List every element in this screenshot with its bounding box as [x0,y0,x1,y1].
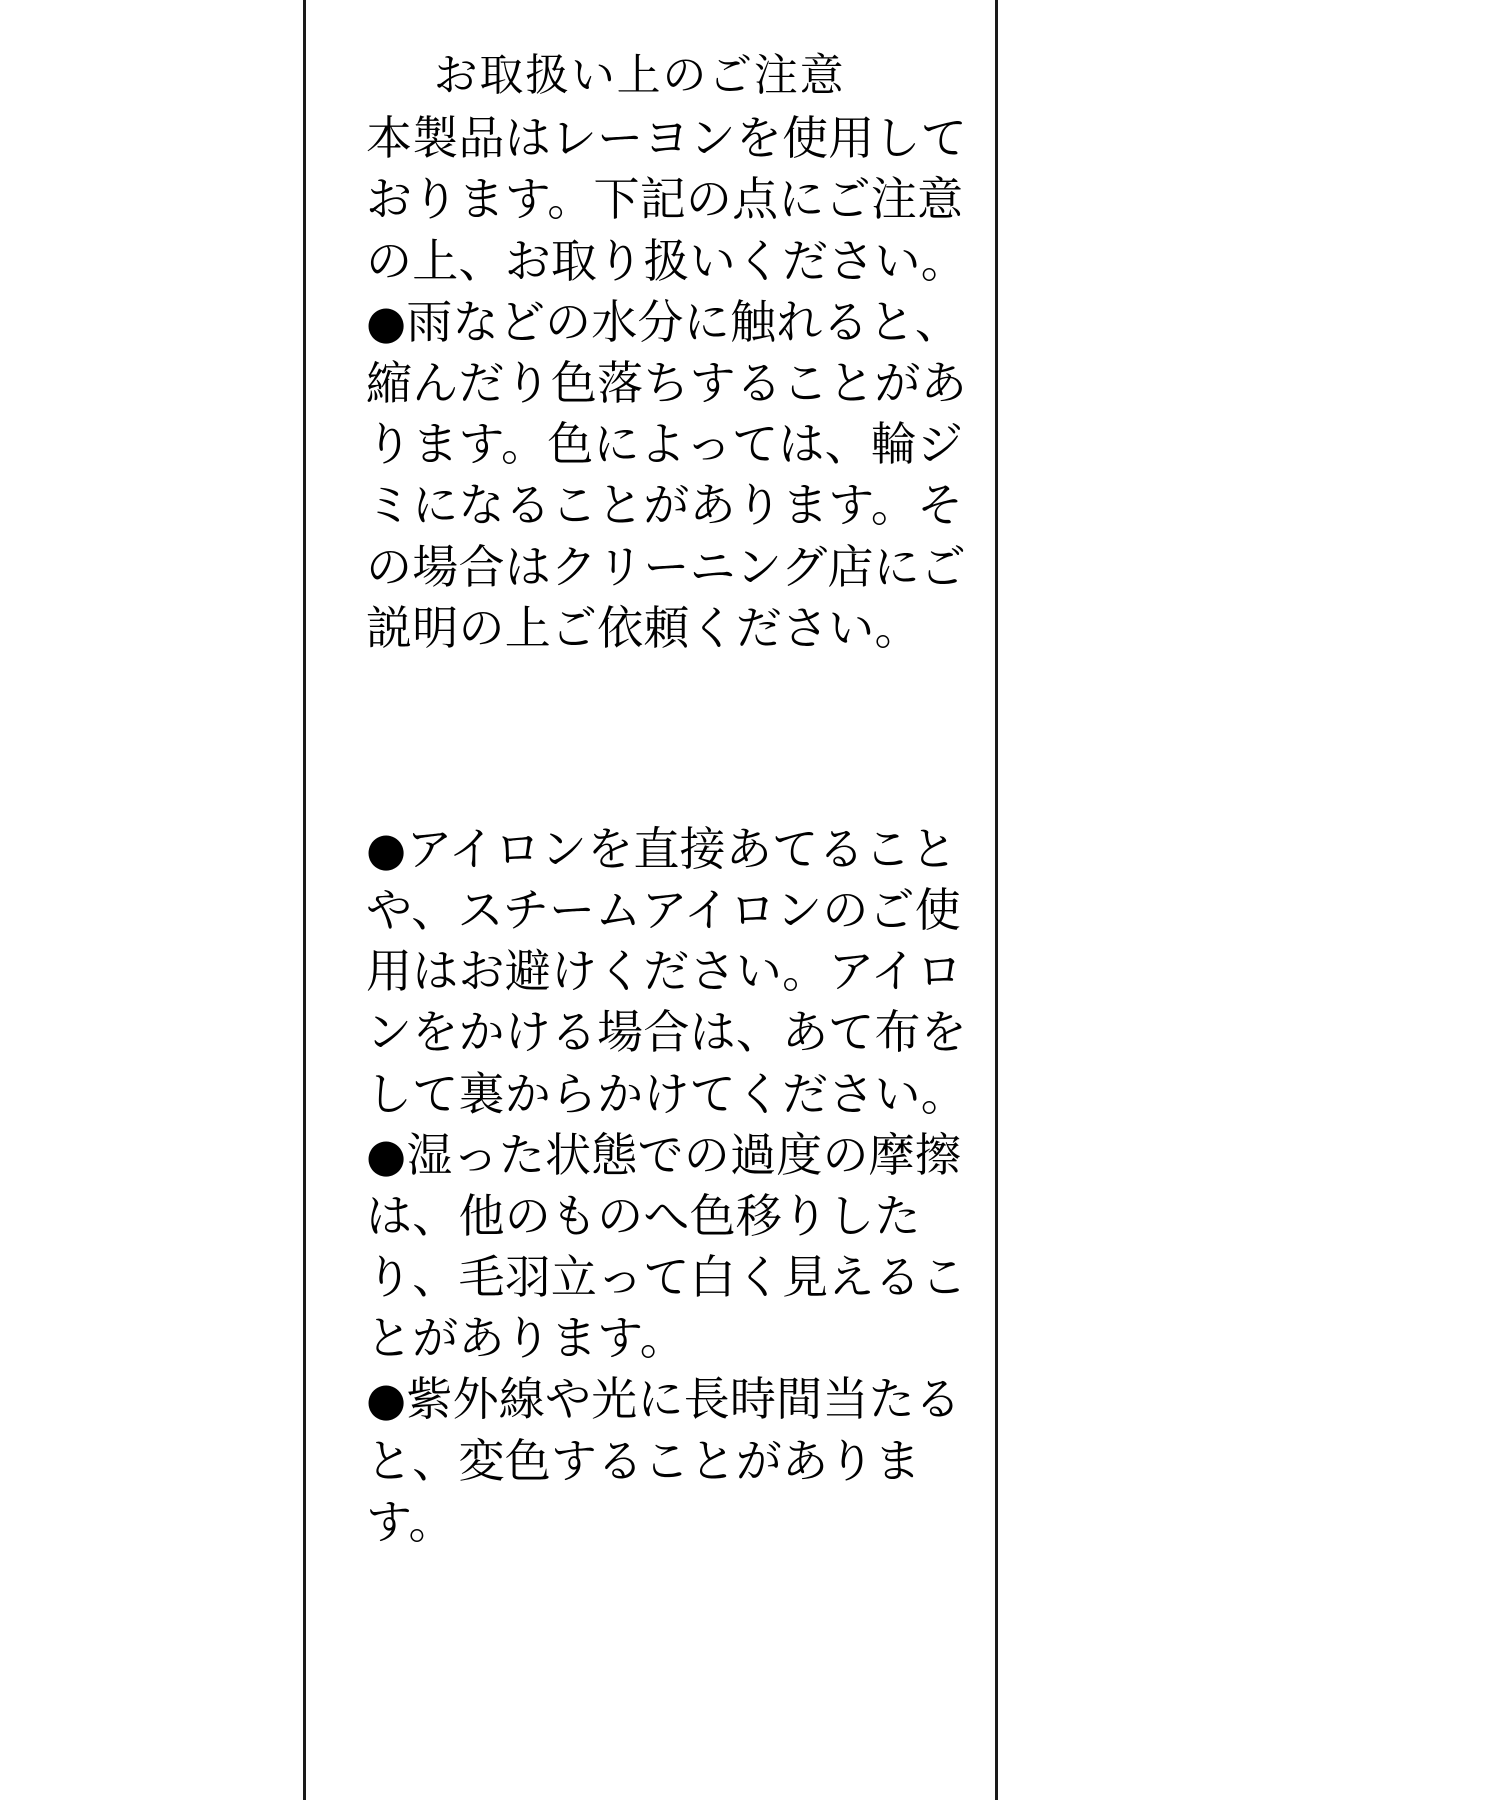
care-paragraph: ●紫外線や光に長時間当たると、変色することがあります。 [366,1372,962,1549]
care-paragraph: ●雨などの水分に触れると、縮んだり色落ちすることがあります。色によっては、輪ジミになることがあります。その場合はクリーニング店にご説明の上ご依頼ください。 [366,294,967,655]
care-instructions-title: お取扱い上のご注意 [433,50,846,101]
care-section-one [306,108,995,659]
section-spacer [306,659,995,819]
care-paragraph: ●湿った状態での過度の摩擦は、他のものへ色移りしたり、毛羽立って白く見えることがあります。 [366,1127,967,1366]
care-paragraph: 本製品はレーヨンを使用しております。下記の点にご注意の上、お取り扱いください。 [366,111,967,288]
right-border-rule [995,0,998,1800]
care-section-two [306,819,995,1553]
label-content-column [306,0,995,1800]
care-paragraph: ●アイロンを直接あてることや、スチームアイロンのご使用はお避けください。アイロンをかける場合は、あて布をして裏からかけてください。 [366,821,967,1121]
